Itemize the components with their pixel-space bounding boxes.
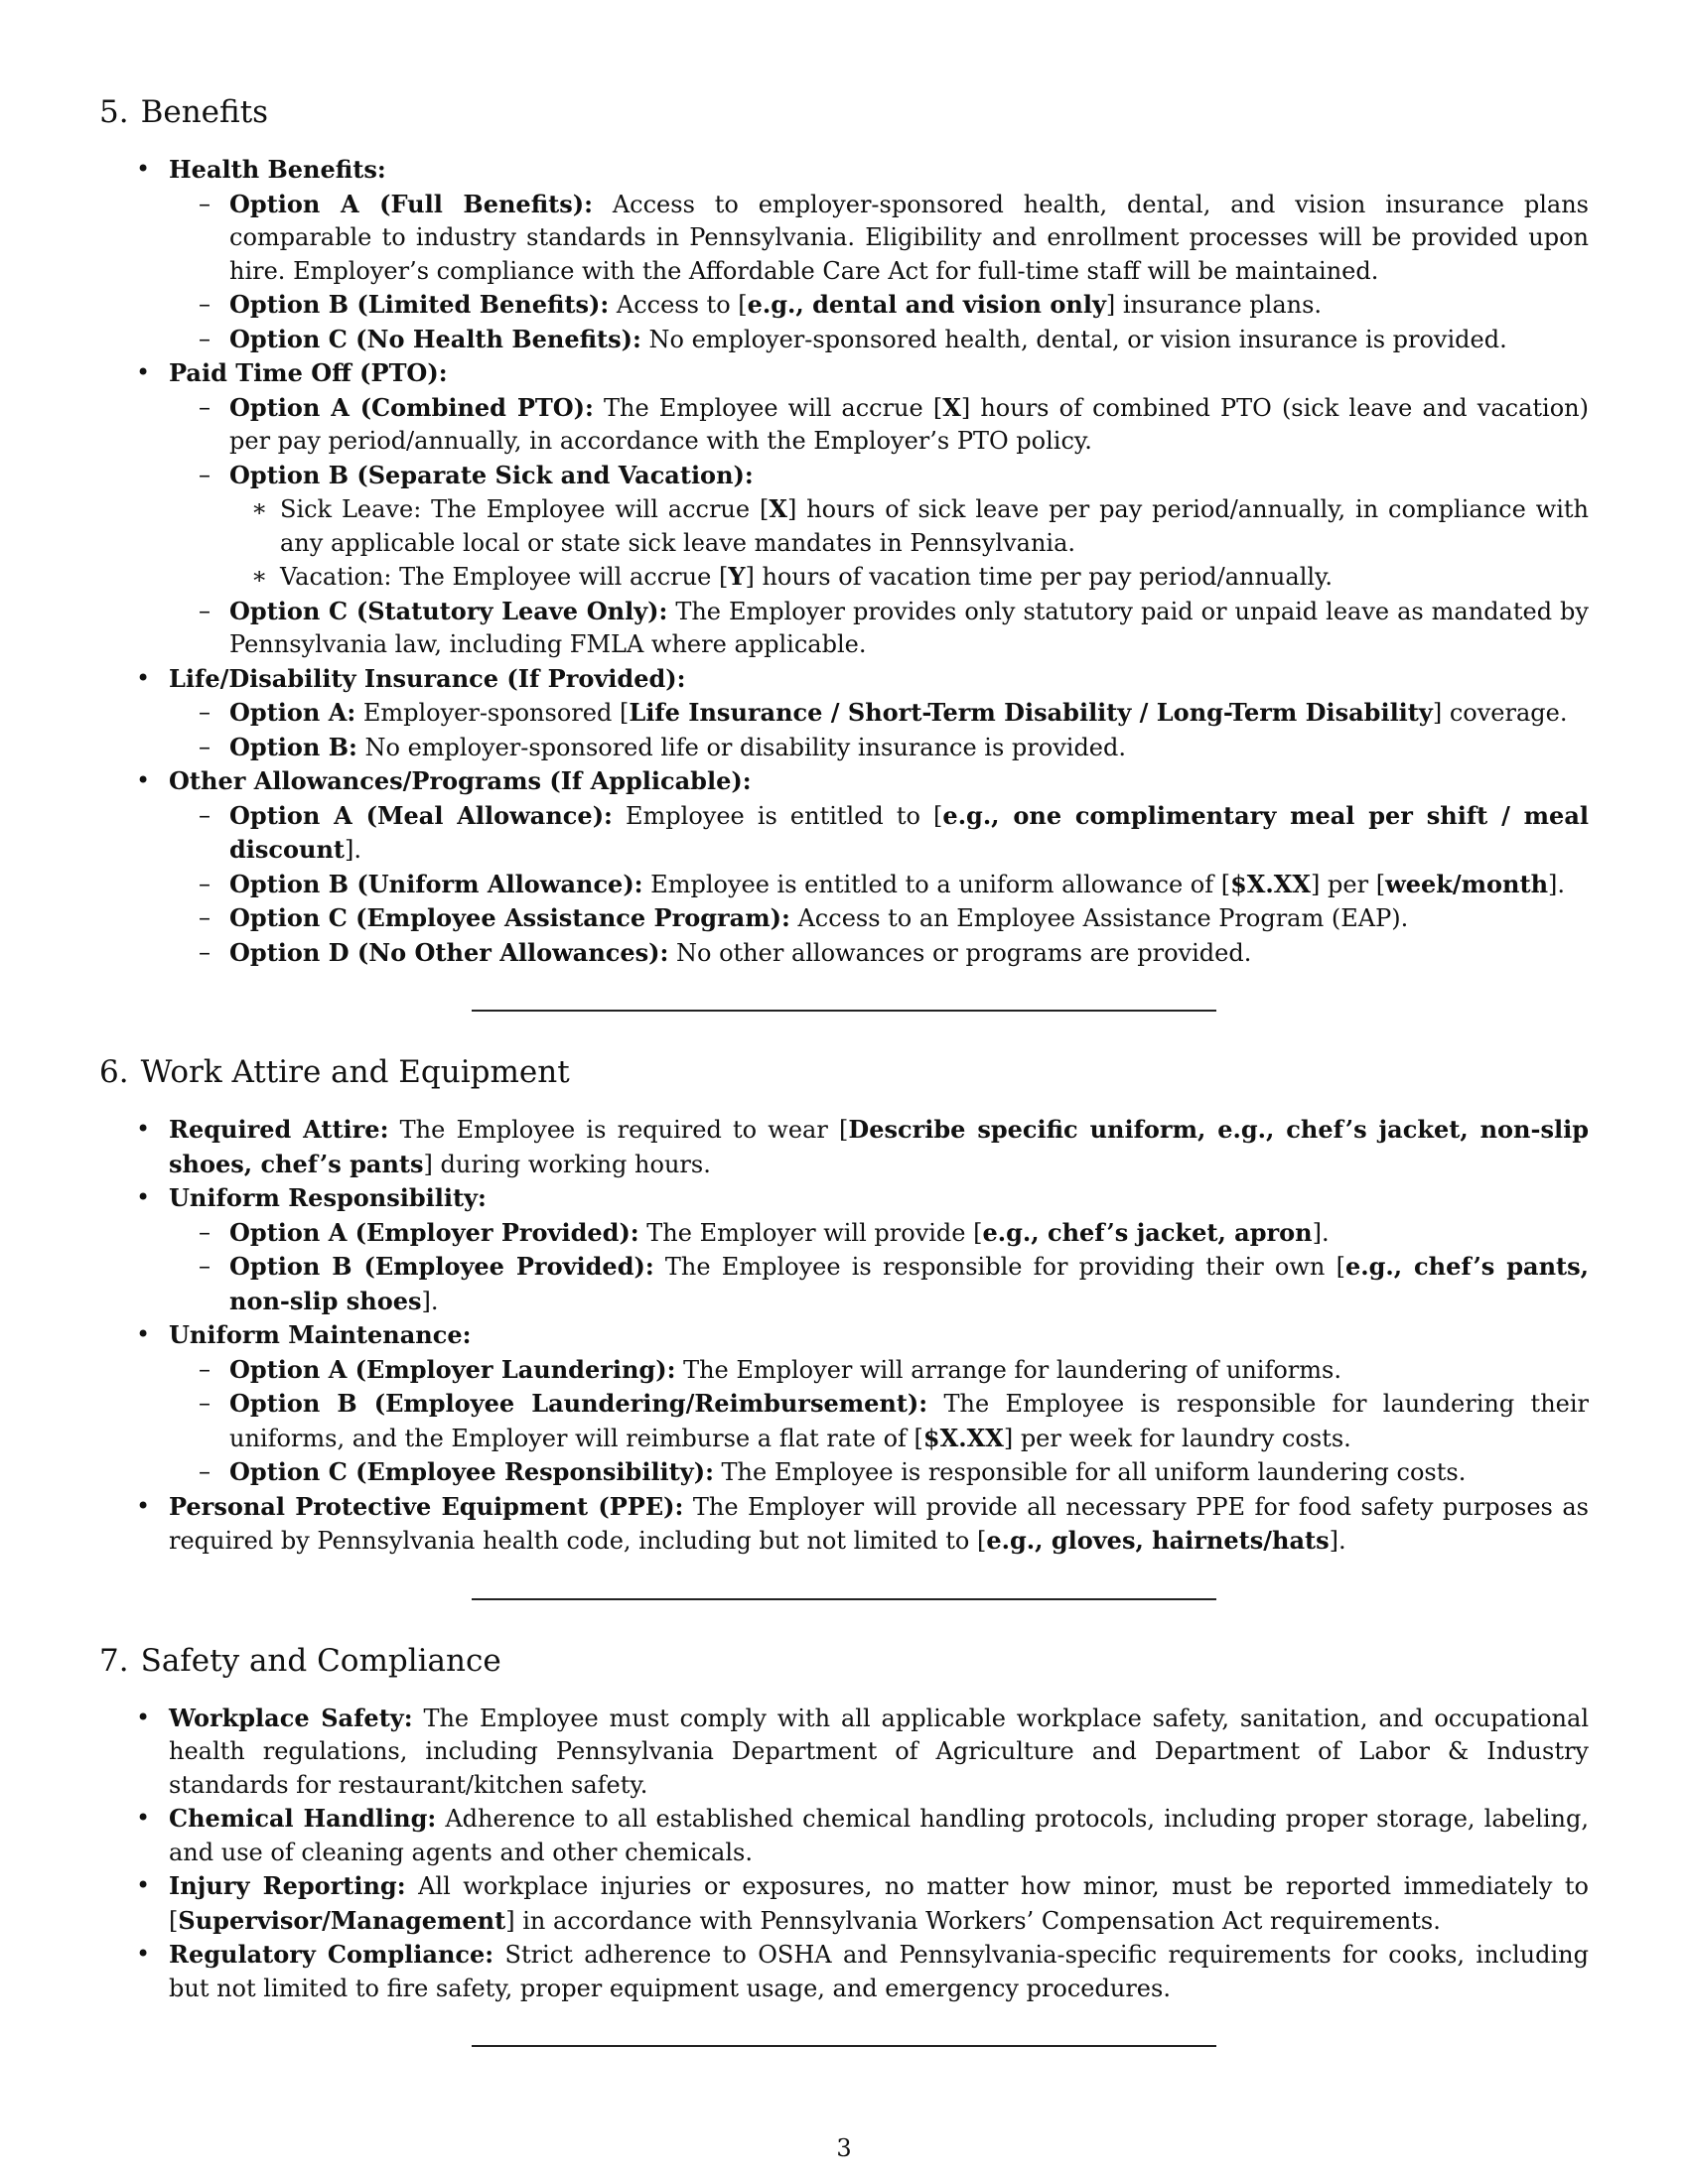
placeholder-text: Describe specific uniform, e.g., chef’s jacket, non-slip shoes, chef’s pants: [169, 1115, 1589, 1178]
list-item: [99, 1113, 1589, 1181]
sub-item: [169, 1353, 1589, 1388]
option-text: ] per [: [1311, 870, 1386, 898]
placeholder-text: e.g., chef’s jacket, apron: [982, 1217, 1313, 1247]
item-text: ] in accordance with Pennsylvania Workers’ Compensation Act requirements.: [505, 1906, 1441, 1935]
item-label: Injury Reporting:: [169, 1871, 406, 1900]
item-label: Health Benefits:: [169, 155, 386, 184]
horizontal-rule: [472, 1010, 1216, 1012]
item-label: Chemical Handling:: [169, 1804, 437, 1833]
option-label: Option C (Statutory Leave Only):: [229, 596, 668, 625]
item-label: Other Allowances/Programs (If Applicable):: [169, 766, 752, 795]
placeholder-text: week/month: [1385, 869, 1549, 898]
section-title: Benefits: [140, 94, 269, 130]
list-item: [99, 1490, 1589, 1559]
placeholder-text: $X.XX: [922, 1423, 1004, 1452]
item-label: Workplace Safety:: [169, 1703, 413, 1732]
option-text: Access to [: [609, 291, 748, 319]
item-text: ] during working hours.: [423, 1150, 711, 1178]
option-text: No other allowances or programs are provided.: [668, 938, 1252, 967]
option-label: Option A (Employer Provided):: [229, 1217, 639, 1247]
section-heading: [99, 1640, 1589, 1682]
sub-item: [169, 1216, 1589, 1251]
sub-list: [169, 1353, 1589, 1490]
option-text: The Employer provides only statutory paid or unpaid leave as mandated by Pennsylvania law, including FMLA where applicable.: [229, 597, 1589, 658]
placeholder-text: Supervisor/Management: [178, 1905, 506, 1935]
placeholder-text: X: [769, 494, 787, 523]
sub-item: [169, 868, 1589, 902]
section-number: 5.: [99, 94, 129, 130]
list-item: [99, 1802, 1589, 1869]
sub-list: [169, 1216, 1589, 1319]
option-text: ] hours of combined PTO (sick leave and vacation) per pay period/annually, in accordance with the Employer’s PTO policy.: [229, 393, 1589, 455]
section-benefits: [99, 91, 1589, 1012]
sub-item: [169, 731, 1589, 765]
item-label: Required Attire:: [169, 1115, 389, 1144]
sub-item: [169, 799, 1589, 868]
sub-item: [169, 188, 1589, 289]
option-text: Access to employer-sponsored health, dental, and vision insurance plans comparable to industry standards in Pennsylvania. Eligibility and enrollment processes will be provided upon hire. Employer’s compliance with the Affordable Care Act for full-time staff will be maintained.: [229, 190, 1589, 285]
list-item: [99, 1181, 1589, 1318]
option-text: Employer-sponsored [: [355, 699, 630, 727]
placeholder-text: $X.XX: [1230, 869, 1312, 898]
item-label: Uniform Maintenance:: [169, 1320, 472, 1349]
sub-item: [169, 323, 1589, 357]
option-text: Employee is entitled to a uniform allowance of [: [642, 870, 1231, 898]
option-text: Sick Leave: The Employee will accrue [: [280, 495, 770, 523]
item-label: Personal Protective Equipment (PPE):: [169, 1491, 684, 1521]
item-label: Paid Time Off (PTO):: [169, 358, 448, 387]
option-label: Option C (Employee Assistance Program):: [229, 903, 790, 932]
sub-item: [169, 595, 1589, 662]
option-text: Employee is entitled to [: [612, 801, 943, 830]
option-label: Option C (Employee Responsibility):: [229, 1457, 714, 1486]
section-work-attire: [99, 1051, 1589, 1600]
option-label: Option A (Combined PTO):: [229, 392, 594, 422]
sub-item: [169, 391, 1589, 459]
page-content: [99, 91, 1589, 2047]
item-label: Uniform Responsibility:: [169, 1183, 487, 1212]
option-text: ].: [1548, 870, 1566, 898]
option-text: The Employer will provide [: [638, 1218, 983, 1247]
list-item: [99, 153, 1589, 356]
sub-sub-list: [229, 492, 1589, 595]
sub-list: [169, 391, 1589, 662]
placeholder-text: Y: [728, 562, 746, 591]
option-text: ] per week for laundry costs.: [1003, 1424, 1351, 1452]
item-text: The Employee is required to wear [: [388, 1116, 849, 1144]
option-text: The Employee is responsible for all uniform laundering costs.: [713, 1458, 1467, 1486]
item-text: All workplace injuries or exposures, no matter how minor, must be reported immediately to [: [169, 1872, 1589, 1935]
list-item: [99, 1869, 1589, 1938]
item-label: Life/Disability Insurance (If Provided):: [169, 663, 686, 693]
section-title: Work Attire and Equipment: [140, 1054, 570, 1090]
option-text: ] coverage.: [1432, 699, 1568, 727]
sub-item: [169, 936, 1589, 971]
item-text: Strict adherence to OSHA and Pennsylvania-specific requirements for cooks, including but not limited to fire safety, proper equipment usage, and emergency procedures.: [169, 1941, 1589, 2002]
option-text: ].: [421, 1287, 439, 1315]
list-item: [99, 356, 1589, 662]
option-label: Option A (Full Benefits):: [229, 189, 593, 218]
section-heading: [99, 1051, 1589, 1093]
list-item: [99, 764, 1589, 970]
placeholder-text: e.g., dental and vision only: [747, 290, 1106, 319]
option-text: ] insurance plans.: [1105, 291, 1323, 319]
option-label: Option C (No Health Benefits):: [229, 324, 641, 353]
placeholder-text: e.g., chef’s pants, non-slip shoes: [229, 1252, 1589, 1315]
section-title: Safety and Compliance: [140, 1642, 501, 1679]
option-text: ] hours of sick leave per pay period/annually, in compliance with any applicable local or state sick leave mandates in Pennsylvania.: [280, 495, 1589, 557]
section-safety-compliance: [99, 1640, 1589, 2048]
section-number: 6.: [99, 1054, 129, 1090]
placeholder-text: X: [942, 392, 961, 422]
item-text: ].: [1329, 1527, 1346, 1555]
sub-list: [169, 799, 1589, 971]
option-label: Option A:: [229, 698, 356, 727]
option-label: Option D (No Other Allowances):: [229, 937, 669, 967]
item-text: The Employee must comply with all applicable workplace safety, sanitation, and occupational health regulations, including Pennsylvania Department of Agriculture and Department of Labor & Industry standards for restaurant/kitchen safety.: [169, 1704, 1589, 1799]
sub-item: [169, 901, 1589, 936]
option-text: No employer-sponsored life or disability insurance is provided.: [356, 733, 1126, 761]
option-text: The Employee is responsible for providing their own [: [653, 1253, 1345, 1281]
option-text: The Employee will accrue [: [593, 393, 943, 422]
list-item: [99, 1938, 1589, 2005]
placeholder-text: e.g., gloves, hairnets/hats: [986, 1526, 1330, 1555]
sub-list: [169, 188, 1589, 357]
sub-item: [169, 696, 1589, 731]
sub-item: [169, 1387, 1589, 1455]
sub-list: [169, 696, 1589, 764]
option-label: Option B (Uniform Allowance):: [229, 869, 643, 898]
sub-sub-item: [229, 492, 1589, 560]
item-text: Adherence to all established chemical handling protocols, including proper storage, labeling, and use of cleaning agents and other chemicals.: [169, 1805, 1590, 1866]
option-label: Option B (Separate Sick and Vacation):: [229, 460, 754, 489]
placeholder-text: e.g., one complimentary meal per shift / meal discount: [229, 800, 1589, 864]
sub-item: [169, 1455, 1589, 1490]
horizontal-rule: [472, 2045, 1216, 2047]
option-text: No employer-sponsored health, dental, or vision insurance is provided.: [640, 325, 1507, 353]
option-label: Option A (Employer Laundering):: [229, 1354, 676, 1384]
option-label: Option B (Employee Laundering/Reimbursement):: [229, 1389, 928, 1418]
list-item: [99, 1702, 1589, 1803]
item-text: The Employer will provide all necessary PPE for food safety purposes as required by Pennsylvania health code, including but not limited to [: [169, 1492, 1589, 1555]
bullet-list: [99, 153, 1589, 970]
option-text: ].: [345, 836, 362, 864]
bullet-list: [99, 1113, 1589, 1559]
option-label: Option B:: [229, 732, 357, 761]
horizontal-rule: [472, 1598, 1216, 1600]
option-text: Vacation: The Employee will accrue [: [280, 563, 729, 591]
bullet-list: [99, 1702, 1589, 2006]
sub-sub-item: [229, 560, 1589, 595]
section-number: 7.: [99, 1642, 129, 1679]
sub-item: [169, 1250, 1589, 1318]
option-label: Option A (Meal Allowance):: [229, 800, 613, 830]
list-item: [99, 662, 1589, 765]
option-label: Option B (Limited Benefits):: [229, 290, 610, 319]
section-heading: [99, 91, 1589, 133]
option-text: ] hours of vacation time per pay period/annually.: [745, 563, 1334, 591]
placeholder-text: Life Insurance / Short-Term Disability / Long-Term Disability: [629, 698, 1433, 727]
option-label: Option B (Employee Provided):: [229, 1252, 654, 1281]
item-label: Regulatory Compliance:: [169, 1940, 494, 1969]
option-text: The Employee is responsible for laundering their uniforms, and the Employer will reimburse a flat rate of [: [229, 1390, 1590, 1452]
sub-item: [169, 288, 1589, 323]
sub-item: [169, 459, 1589, 595]
list-item: [99, 1318, 1589, 1490]
page-number: 3: [836, 2134, 852, 2162]
option-text: Access to an Employee Assistance Program (EAP).: [789, 904, 1409, 932]
option-text: ].: [1312, 1218, 1330, 1247]
option-text: The Employer will arrange for laundering of uniforms.: [675, 1355, 1341, 1384]
